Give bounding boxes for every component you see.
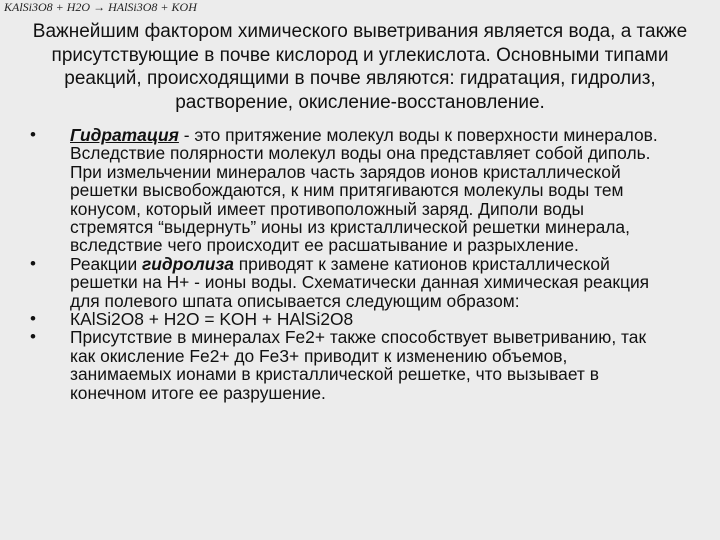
term-hydrolysis: гидролиза <box>142 253 234 274</box>
term-hydration: Гидратация <box>70 125 179 145</box>
reaction-formula-header: KAlSi3O8 + H2O → HAlSi3O8 + KOH <box>4 0 197 14</box>
hydrolysis-text: приводят к замене катионов кристаллической решетки на Н+ - ионы воды. Схематически данная химическая реакция для полевого шпата описывается следующим образом: <box>70 253 650 311</box>
bullet-hydration <box>30 126 670 255</box>
bullet-equation <box>30 310 670 328</box>
equation-text: КAlSi2O8 + H2O = KOH + HAlSi2O8 <box>70 309 354 330</box>
hydration-text: - это притяжение молекул воды к поверхности минералов. Вследствие полярности молекул воды она представляет собой диполь. При измельчении минералов часть зарядов ионов кристаллической решетки высвобождаются, к ним притягиваются молекулы воды тем конусом, который имеет противоположный заряд. Диполи воды стремятся “выдернуть” ионы из кристаллической решетки минерала, вследствие чего происходит ее расшатывание и разрыхление. <box>70 125 658 256</box>
bullet-dot-icon: • <box>30 327 36 347</box>
bullet-list <box>30 126 670 402</box>
bullet-dot-icon: • <box>30 125 36 144</box>
intro-paragraph: Важнейшим фактором химического выветривания является вода, а также присутствующие в почве кислород и углекислота. Основными типами реакций, происходящими в почве являются: гидратация, гидролиз, растворение, окисление-восстановление. <box>32 21 688 113</box>
iron-text: Присутствие в минералах Fe2+ также способствует выветриванию, так как окисление Fe2+ до Fe3+ приводит к изменению объемов, занимаемых ионами в кристаллической решетке, что вызывает в конечном итоге ее разрушение. <box>70 327 647 403</box>
bullet-dot-icon: • <box>30 253 36 273</box>
bullet-dot-icon: • <box>30 309 36 329</box>
hydrolysis-prefix: Реакции <box>70 253 143 274</box>
bullet-hydrolysis <box>30 255 670 310</box>
bullet-iron <box>30 328 670 402</box>
